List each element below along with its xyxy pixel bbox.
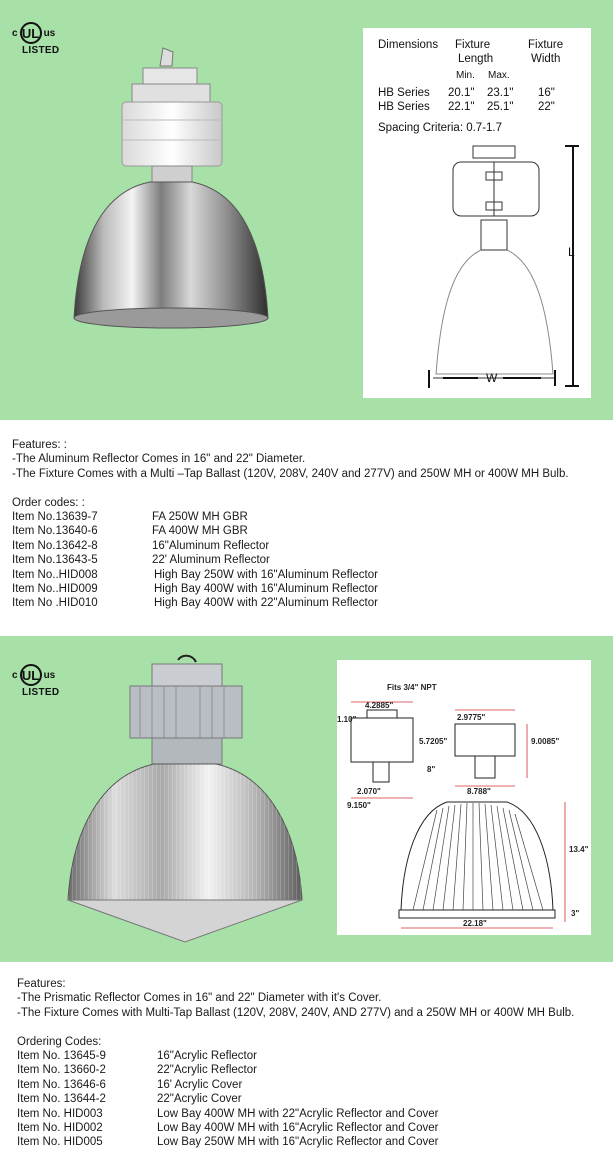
ul-listed-logo <box>12 664 59 698</box>
order-code-row <box>12 510 569 524</box>
dimension-diagram <box>363 138 591 398</box>
item-number: Item No.13640-6 <box>12 525 98 538</box>
ul-us-mark: us <box>43 669 56 681</box>
row1-max: 23.1" <box>487 87 514 99</box>
technical-drawing <box>337 660 591 935</box>
item-number: Item No .HID010 <box>12 597 98 610</box>
dim-3: 3" <box>571 909 580 918</box>
aluminum-high-bay-fixture-image <box>60 40 280 350</box>
order-code-row <box>17 1121 574 1135</box>
order-codes-title: Order codes: : <box>12 496 85 509</box>
item-number: Item No. HID002 <box>17 1121 103 1134</box>
item-description: FA 250W MH GBR <box>152 510 248 523</box>
max-header: Max. <box>488 70 510 81</box>
feature-line: -The Prismatic Reflector Comes in 16" and 22" Diameter with it's Cover. <box>17 992 382 1005</box>
spacing-criteria: Spacing Criteria: 0.7-1.7 <box>378 122 503 134</box>
item-number: Item No. HID005 <box>17 1136 103 1149</box>
feature-line: -The Fixture Comes with Multi-Tap Ballast (120V, 208V, 240V, AND 277V) and a 250W MH or 400W MH Bulb. <box>17 1006 575 1019</box>
product-2-description <box>17 977 574 1150</box>
item-number: Item No. 13660-2 <box>17 1064 106 1077</box>
item-description: 22"Acrylic Reflector <box>157 1064 257 1077</box>
width-label: W <box>486 371 498 385</box>
item-number: Item No. 13644-2 <box>17 1093 106 1106</box>
item-number: Item No. HID003 <box>17 1107 103 1120</box>
ul-c-mark: c <box>12 669 18 681</box>
order-code-row <box>17 1049 574 1063</box>
item-number: Item No.13643-5 <box>12 554 98 567</box>
item-description: Low Bay 250W MH with 16"Acrylic Reflector and Cover <box>157 1136 439 1149</box>
prismatic-high-bay-fixture-image <box>60 652 310 952</box>
min-header: Min. <box>456 70 475 81</box>
dimensions-header: Dimensions <box>378 39 439 51</box>
item-description: Low Bay 400W MH with 22"Acrylic Reflector and Cover <box>157 1107 439 1120</box>
item-number: Item No. 13645-9 <box>17 1049 106 1062</box>
row1-min: 20.1" <box>448 87 475 99</box>
ordering-codes-title: Ordering Codes: <box>17 1035 102 1048</box>
dimensions-table <box>363 28 591 148</box>
row2-min: 22.1" <box>448 101 475 113</box>
row2-width: 22" <box>538 101 555 113</box>
item-description: High Bay 400W with 16"Aluminum Reflector <box>154 582 378 595</box>
order-code-row <box>17 1078 574 1092</box>
row2-max: 25.1" <box>487 101 514 113</box>
order-code-row <box>17 1107 574 1121</box>
order-code-row <box>12 524 569 538</box>
item-description: 22' Aluminum Reflector <box>152 554 270 567</box>
order-code-row <box>17 1092 574 1106</box>
npt-label: Fits 3/4" NPT <box>387 683 437 692</box>
fixture-width-header-line1: Fixture <box>528 39 564 51</box>
order-code-row <box>12 553 569 567</box>
features-title: Features: <box>17 978 66 990</box>
fixture-length-header-line2: Length <box>458 53 494 65</box>
item-description: 16"Aluminum Reflector <box>152 539 270 552</box>
dimensions-spec-box <box>363 28 591 398</box>
product-1-panel <box>0 0 613 420</box>
feature-line: -The Fixture Comes with a Multi –Tap Ballast (120V, 208V, 240V and 277V) and 250W MH or 400W MH Bulb. <box>12 467 569 480</box>
order-code-row <box>17 1063 574 1077</box>
order-code-row <box>12 582 569 596</box>
product-1-description <box>12 438 569 611</box>
order-code-row <box>12 596 569 610</box>
dim-9-0085: 9.0085" <box>531 737 560 746</box>
ul-circle-icon: UL <box>20 664 42 686</box>
item-description: High Bay 250W with 16"Aluminum Reflector <box>154 568 378 581</box>
dim-4-2885: 4.2885" <box>365 701 394 710</box>
fixture-width-header-line2: Width <box>531 53 561 65</box>
dim-9-150: 9.150" <box>347 801 371 810</box>
ul-us-mark: us <box>43 27 56 39</box>
item-description: FA 400W MH GBR <box>152 525 248 538</box>
ul-listed-text: LISTED <box>22 687 60 698</box>
ul-listed-text: LISTED <box>22 45 60 56</box>
item-description: High Bay 400W with 22"Aluminum Reflector <box>154 597 378 610</box>
dim-1-10: 1.10" <box>337 715 357 724</box>
item-number: Item No. 13646-6 <box>17 1078 106 1091</box>
dim-22-18: 22.18" <box>463 919 487 928</box>
features-title: Features: : <box>12 439 67 451</box>
item-number: Item No..HID008 <box>12 568 98 581</box>
length-label: L <box>568 245 575 259</box>
feature-line: -The Aluminum Reflector Comes in 16" and 22" Diameter. <box>12 453 306 466</box>
ul-circle-icon: UL <box>20 22 42 44</box>
technical-drawing-box <box>337 660 591 935</box>
item-description: 16"Acrylic Reflector <box>157 1049 257 1062</box>
order-code-row <box>12 539 569 553</box>
dim-5-7205: 5.7205" <box>419 737 448 746</box>
item-number: Item No..HID009 <box>12 582 98 595</box>
row2-series: HB Series <box>378 101 430 113</box>
order-code-row <box>17 1135 574 1149</box>
ul-c-mark: c <box>12 27 18 39</box>
dim-8-788: 8.788" <box>467 787 491 796</box>
dim-13-4: 13.4" <box>569 845 589 854</box>
item-number: Item No.13639-7 <box>12 510 98 523</box>
item-number: Item No.13642-8 <box>12 539 98 552</box>
dim-8: 8" <box>427 765 436 774</box>
item-description: 22"Acrylic Cover <box>157 1093 242 1106</box>
fixture-length-header-line1: Fixture <box>455 39 491 51</box>
product-2-panel <box>0 636 613 962</box>
item-description: 16' Acrylic Cover <box>157 1078 243 1091</box>
dim-2-9775: 2.9775" <box>457 713 486 722</box>
dim-2-070: 2.070" <box>357 787 381 796</box>
row1-series: HB Series <box>378 87 430 99</box>
order-code-row <box>12 568 569 582</box>
ul-listed-logo <box>12 22 59 56</box>
row1-width: 16" <box>538 87 555 99</box>
item-description: Low Bay 400W MH with 16"Acrylic Reflector and Cover <box>157 1121 439 1134</box>
